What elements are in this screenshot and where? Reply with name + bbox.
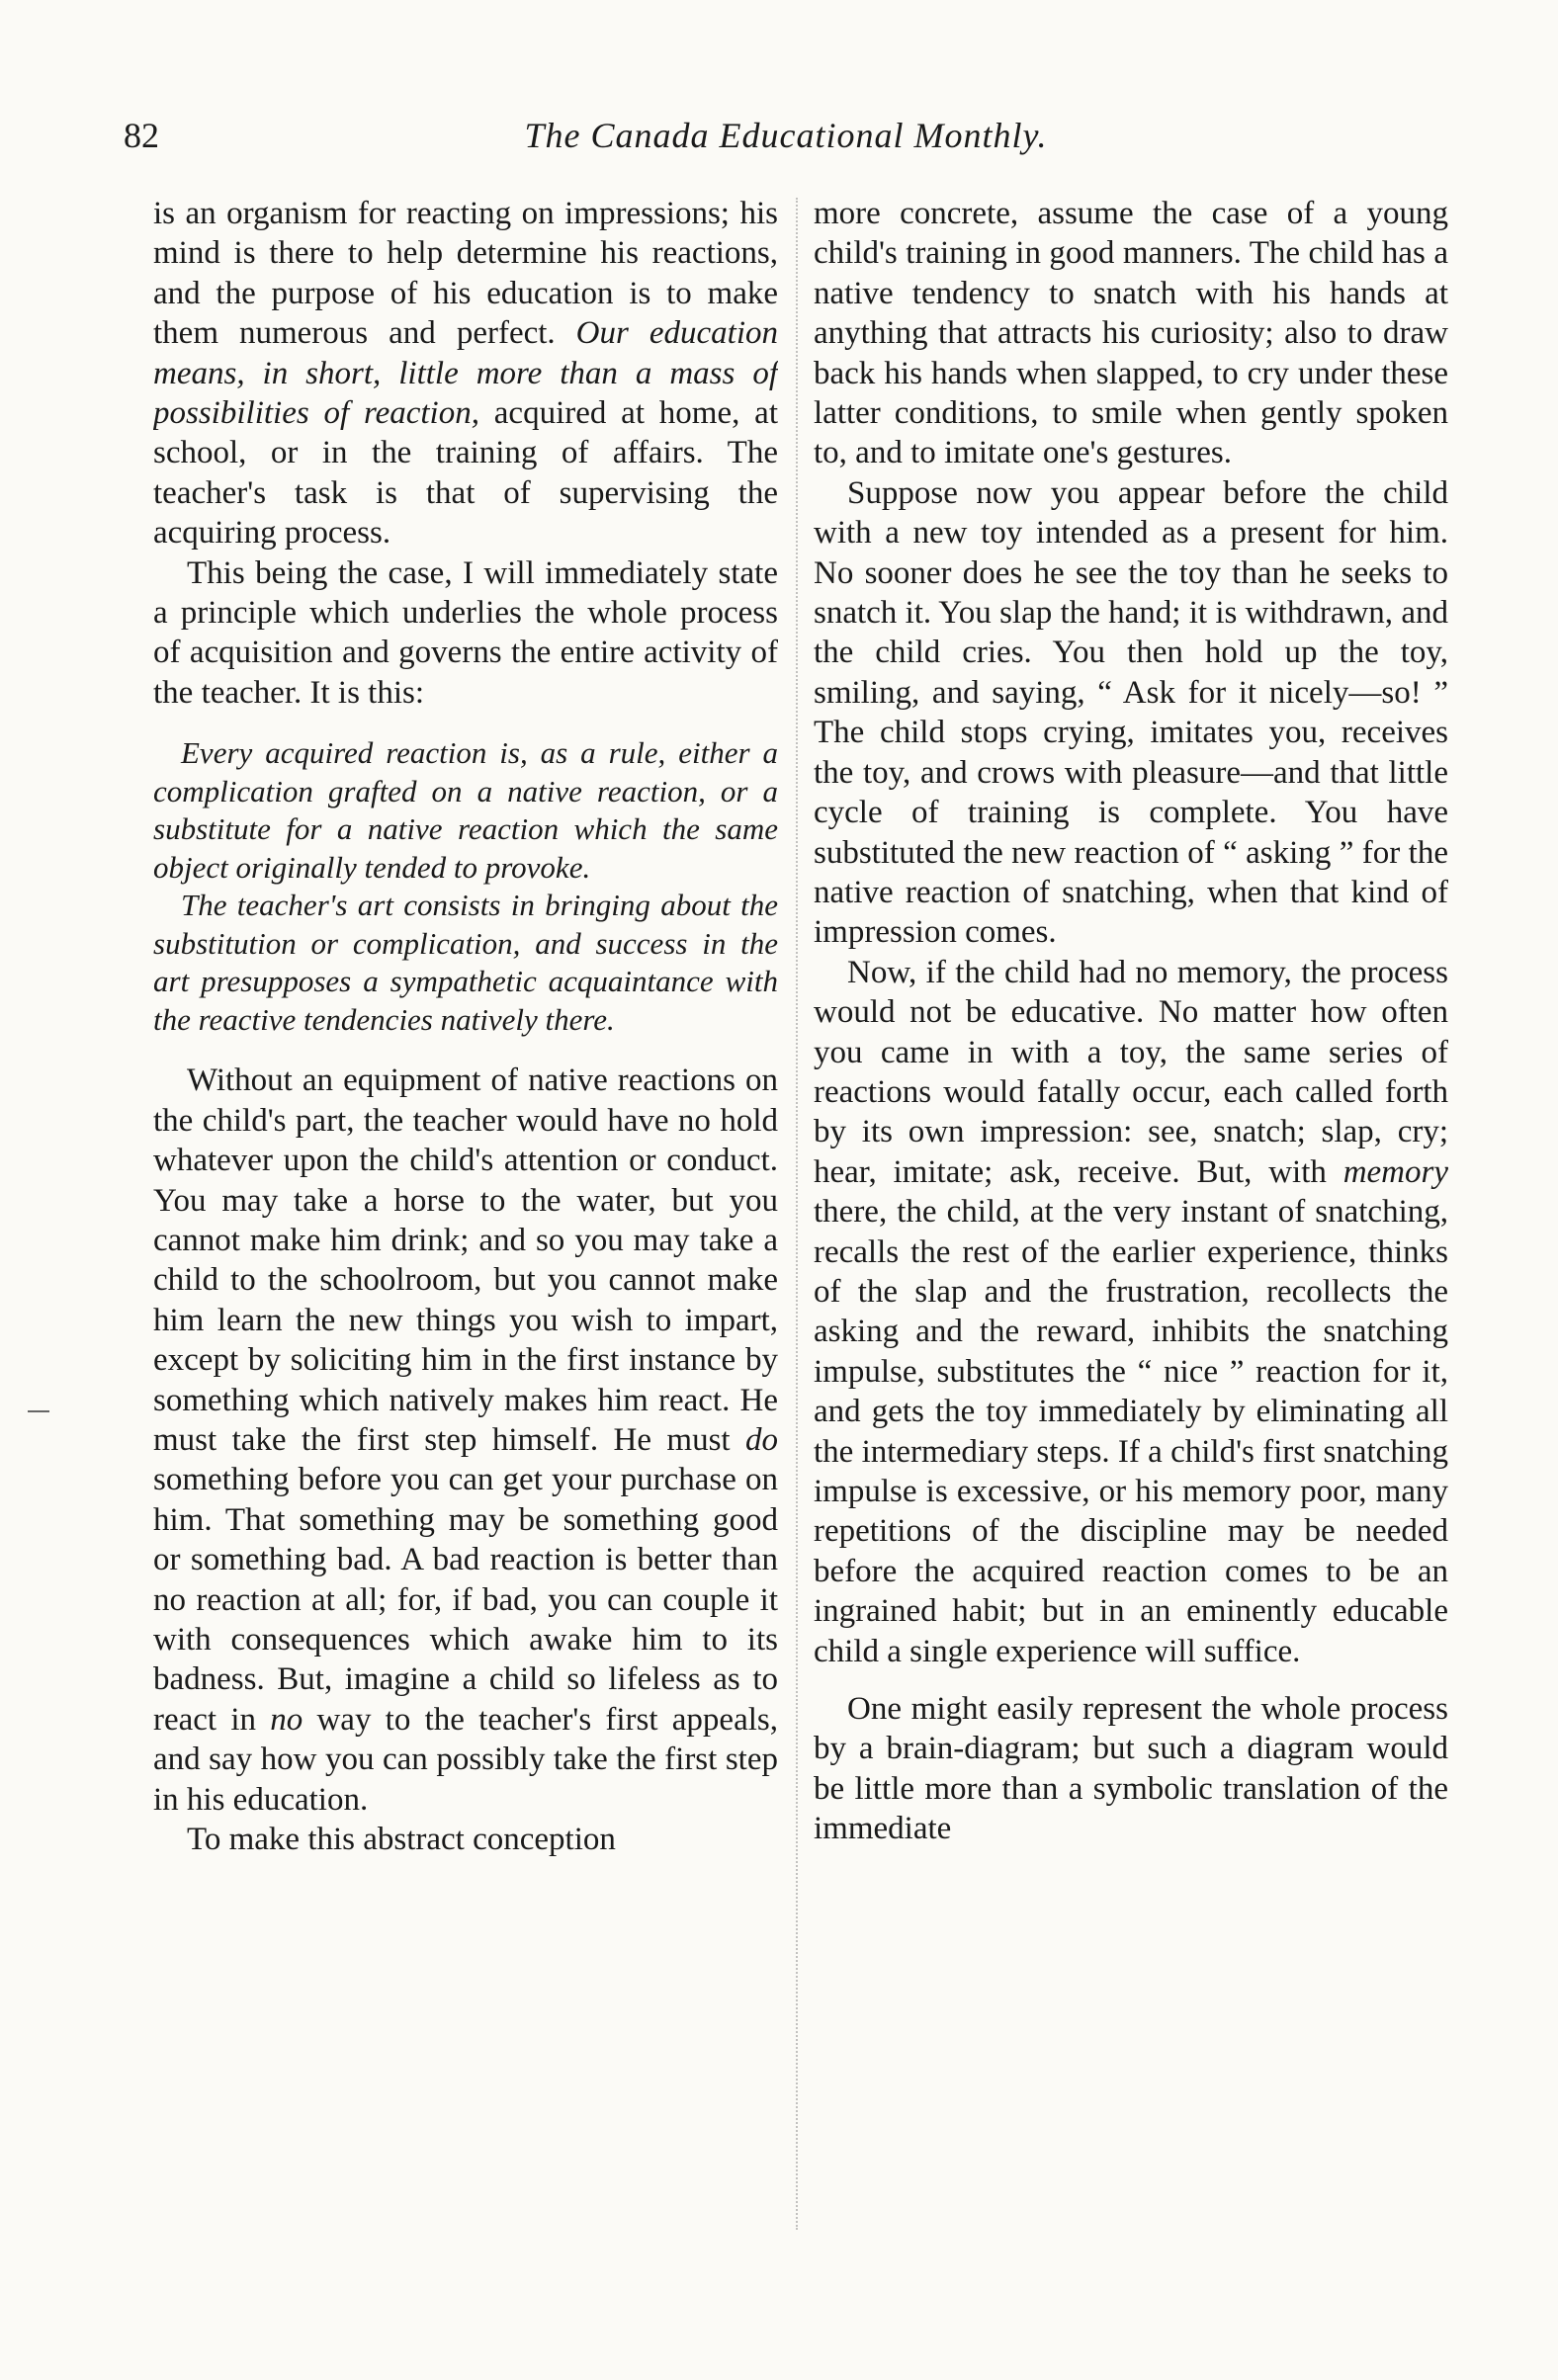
- paragraph: This being the case, I will immediately state a principle which underlies the whole process of acquisition and governs the entire activity of the teacher. It is this:: [153, 554, 778, 711]
- left-column: [153, 194, 778, 2230]
- paragraph: One might easily represent the whole process by a brain-diagram; but such a diagram would be little more than a symbolic translation of the immediate: [814, 1691, 1448, 1847]
- emphasis-text: do: [745, 1421, 778, 1458]
- emphasis-text: Our education means, in short, little more than a mass of possibilities of reaction,: [153, 315, 778, 432]
- margin-mark: [28, 1410, 49, 1412]
- column-gutter: [796, 198, 798, 2230]
- paragraph: To make this abstract conception: [187, 1822, 616, 1857]
- paragraph: is an organism for reacting on impressions; his mind is there to help determine his reactions, and the purpose of his education is to make them numerous and perfect. Our education means, in short, little more than a mass of possibilities of reaction, acquired at home, at school, or in the training of affairs. The teacher's task is that of supervising the acquiring process.: [153, 196, 778, 552]
- paragraph: more concrete, assume the case of a young child's training in good manners. The child has a native tendency to snatch with his hands at anything that attracts his curiosity; also to draw back his hands when slapped, to cry under these latter conditions, to smile when gently spoken to, and to imitate one's gestures.: [814, 196, 1448, 471]
- principle-statement: Every acquired reaction is, as a rule, either a complication grafted on a native reaction, or a substitute for a native reaction which the same object originally tended to provoke.: [153, 735, 778, 885]
- emphasis-text: no: [270, 1701, 303, 1738]
- principle-statement: The teacher's art consists in bringing about the substitution or complication, and success in the art presupposes a sympathetic acquaintance with the reactive tendencies natively there.: [153, 888, 778, 1037]
- page-header: [124, 107, 1448, 166]
- paragraph: Now, if the child had no memory, the process would not be educative. No matter how often you came in with a toy, the same series of reactions would fatally occur, each called forth by its own impression: see, snatch; slap, cry; hear, imitate; ask, receive. But, with memory there, the child, at the very instant of snatching, recalls the rest of the earlier experience, thinks of the slap and the frustration, recollects the asking and the reward, inhibits the snatching impulse, substitutes the “ nice ” reaction for it, and gets the toy immediately by eliminating all the intermediary steps. If a child's first snatching impulse is excessive, or his memory poor, many repetitions of the discipline may be needed before the acquired reaction comes to be an ingrained habit; but in an eminently educable child a single experience will suffice.: [814, 954, 1448, 1669]
- emphasis-text: memory: [1342, 1153, 1448, 1190]
- page-number: 82: [124, 116, 159, 155]
- right-column: [814, 194, 1448, 2230]
- running-title: The Canada Educational Monthly.: [524, 116, 1048, 155]
- paragraph: Suppose now you appear before the child with a new toy intended as a present for him. No sooner does he see the toy than he seeks to snatch it. You slap the hand; it is withdrawn, and the child cries. You then hold up the toy, smiling, and saying, “ Ask for it nicely—so! ” The child stops crying, imitates you, receives the toy, and crows with pleasure—and that little cycle of training is complete. You have substituted the new reaction of “ asking ” for the native reaction of snatching, when that kind of impression comes.: [814, 474, 1448, 951]
- paragraph: Without an equipment of native reactions on the child's part, the teacher would have no hold whatever upon the child's attention or conduct. You may take a horse to the water, but you cannot make him drink; and so you may take a child to the schoolroom, but you cannot make him learn the new things you wish to impart, except by soliciting him in the first instance by something which natively makes him react. He must take the first step himself. He must do something before you can get your purchase on him. That something may be something good or something bad. A bad reaction is better than no reaction at all; for, if bad, you can couple it with consequences which awake him to its badness. But, imagine a child so lifeless as to react in no way to the teacher's first appeals, and say how you can possibly take the first step in his education.: [153, 1062, 778, 1818]
